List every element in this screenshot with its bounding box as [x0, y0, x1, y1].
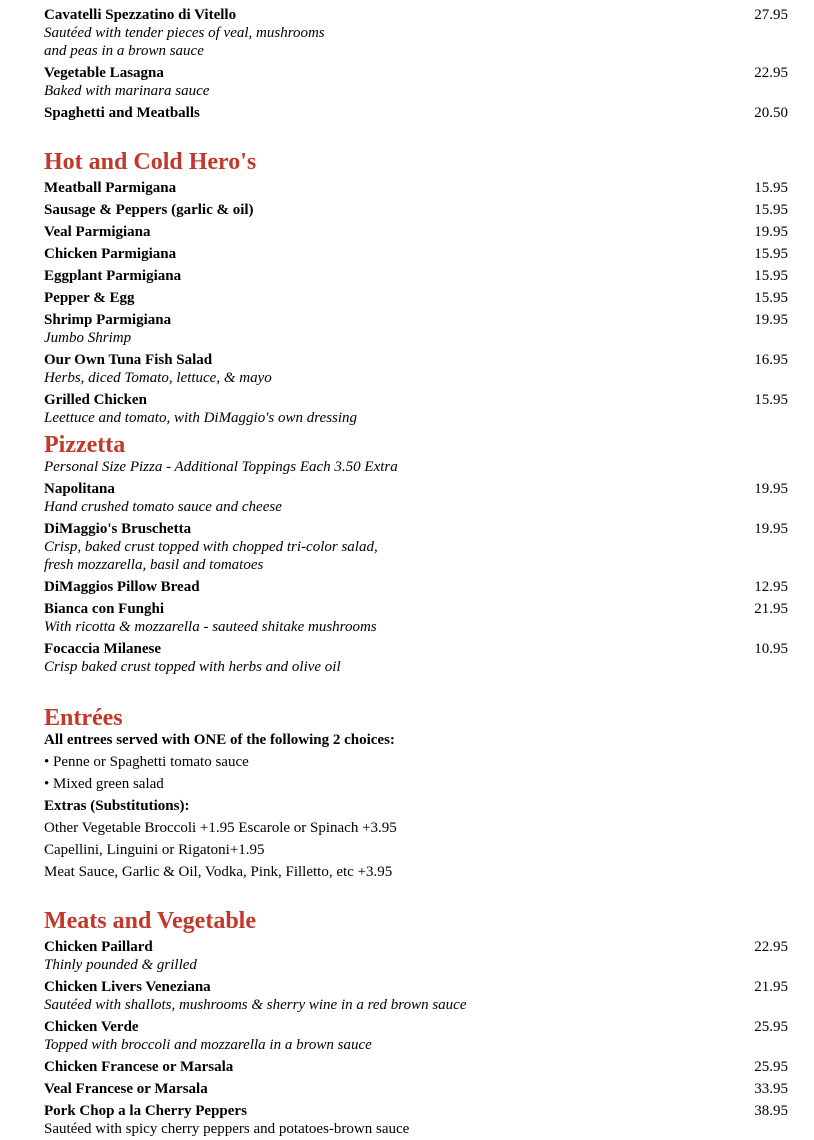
- section-heading-pizzetta: Pizzetta: [44, 432, 126, 458]
- item-description: Baked with marinara sauce: [44, 83, 210, 99]
- extras-line: Meat Sauce, Garlic & Oil, Vodka, Pink, Filletto, etc +3.95: [44, 864, 393, 880]
- item-description: Sautéed with tender pieces of veal, mushrooms: [44, 25, 325, 41]
- item-name: Shrimp Parmigiana: [44, 312, 172, 328]
- menu-item: [44, 201, 788, 219]
- item-description: Crisp baked crust topped with herbs and olive oil: [44, 659, 341, 675]
- item-price: 15.95: [754, 268, 788, 284]
- menu-item: [44, 311, 788, 347]
- menu-item: [44, 938, 788, 974]
- item-description: Crisp, baked crust topped with chopped tri-color salad,: [44, 539, 378, 555]
- menu-item: [44, 640, 788, 676]
- item-price: 15.95: [754, 290, 788, 306]
- menu-item: [44, 391, 788, 427]
- item-price: 21.95: [754, 601, 788, 617]
- item-name: DiMaggio's Bruschetta: [44, 521, 192, 537]
- item-name: Grilled Chicken: [44, 392, 147, 408]
- menu-item: [44, 179, 788, 197]
- menu-item: [44, 351, 788, 387]
- item-description: Sautéed with shallots, mushrooms & sherry wine in a red brown sauce: [44, 997, 467, 1013]
- item-price: 22.95: [754, 939, 788, 955]
- extras-line: Other Vegetable Broccoli +1.95 Escarole or Spinach +3.95: [44, 820, 397, 836]
- item-price: 21.95: [754, 979, 788, 995]
- item-price: 22.95: [754, 65, 788, 81]
- item-name: Eggplant Parmigiana: [44, 268, 182, 284]
- item-price: 15.95: [754, 392, 788, 408]
- item-name: Sausage & Peppers (garlic & oil): [44, 202, 254, 218]
- item-description: Herbs, diced Tomato, lettuce, & mayo: [44, 370, 272, 386]
- menu-item: [44, 480, 788, 516]
- item-name: Chicken Francese or Marsala: [44, 1059, 234, 1075]
- item-price: 19.95: [754, 481, 788, 497]
- item-name: Napolitana: [44, 481, 115, 497]
- item-name: Chicken Verde: [44, 1019, 139, 1035]
- entrees-intro: All entrees served with ONE of the following 2 choices:: [44, 732, 395, 748]
- entrees-choice: • Mixed green salad: [44, 776, 164, 792]
- section-heading-meats: Meats and Vegetable: [44, 908, 256, 934]
- item-description: Hand crushed tomato sauce and cheese: [44, 499, 282, 515]
- item-name: Veal Parmigiana: [44, 224, 151, 240]
- item-price: 25.95: [754, 1019, 788, 1035]
- menu-item: [44, 1080, 788, 1098]
- item-name: Pork Chop a la Cherry Peppers: [44, 1103, 247, 1119]
- item-name: Spaghetti and Meatballs: [44, 105, 200, 121]
- item-name: Our Own Tuna Fish Salad: [44, 352, 213, 368]
- menu-item: [44, 64, 788, 100]
- item-price: 38.95: [754, 1103, 788, 1119]
- extras-line: Capellini, Linguini or Rigatoni+1.95: [44, 842, 265, 858]
- item-description: With ricotta & mozzarella - sauteed shitake mushrooms: [44, 619, 377, 635]
- menu-item: [44, 600, 788, 636]
- item-description: Jumbo Shrimp: [44, 330, 132, 346]
- extras-title: Extras (Substitutions):: [44, 798, 190, 814]
- section-subtitle: Personal Size Pizza - Additional Toppings Each 3.50 Extra: [44, 459, 398, 475]
- menu-item: [44, 223, 788, 241]
- menu-item: [44, 1102, 788, 1138]
- item-name: Focaccia Milanese: [44, 641, 162, 657]
- item-price: 15.95: [754, 180, 788, 196]
- item-price: 16.95: [754, 352, 788, 368]
- item-name: Chicken Parmigiana: [44, 246, 177, 262]
- item-name: Bianca con Funghi: [44, 601, 165, 617]
- item-name: Vegetable Lasagna: [44, 65, 164, 81]
- menu-item: [44, 1058, 788, 1076]
- menu-item: [44, 267, 788, 285]
- item-name: Pepper & Egg: [44, 290, 135, 306]
- item-name: Veal Francese or Marsala: [44, 1081, 208, 1097]
- item-price: 15.95: [754, 246, 788, 262]
- item-name: DiMaggios Pillow Bread: [44, 579, 200, 595]
- item-description: and peas in a brown sauce: [44, 43, 204, 59]
- menu-item: [44, 978, 788, 1014]
- item-description: Topped with broccoli and mozzarella in a brown sauce: [44, 1037, 372, 1053]
- menu-item: [44, 1018, 788, 1054]
- item-price: 19.95: [754, 224, 788, 240]
- menu-item: [44, 520, 788, 574]
- item-price: 12.95: [754, 579, 788, 595]
- item-description: Sautéed with spicy cherry peppers and potatoes-brown sauce: [44, 1121, 410, 1137]
- item-name: Meatball Parmigana: [44, 180, 177, 196]
- menu-item: [44, 6, 788, 60]
- item-price: 15.95: [754, 202, 788, 218]
- item-name: Chicken Paillard: [44, 939, 153, 955]
- menu-item: [44, 245, 788, 263]
- item-price: 25.95: [754, 1059, 788, 1075]
- item-description: Leettuce and tomato, with DiMaggio's own dressing: [44, 410, 358, 426]
- item-price: 20.50: [754, 105, 788, 121]
- menu-item: [44, 104, 788, 122]
- item-description: fresh mozzarella, basil and tomatoes: [44, 557, 264, 573]
- entrees-choice: • Penne or Spaghetti tomato sauce: [44, 754, 249, 770]
- section-heading-entrees: Entrées: [44, 705, 123, 731]
- item-price: 19.95: [754, 521, 788, 537]
- item-price: 10.95: [754, 641, 788, 657]
- item-name: Cavatelli Spezzatino di Vitello: [44, 7, 237, 23]
- item-price: 27.95: [754, 7, 788, 23]
- item-price: 19.95: [754, 312, 788, 328]
- item-price: 33.95: [754, 1081, 788, 1097]
- section-heading-heroes: Hot and Cold Hero's: [44, 149, 257, 175]
- item-description: Thinly pounded & grilled: [44, 957, 197, 973]
- menu-item: [44, 578, 788, 596]
- item-name: Chicken Livers Veneziana: [44, 979, 211, 995]
- menu-item: [44, 289, 788, 307]
